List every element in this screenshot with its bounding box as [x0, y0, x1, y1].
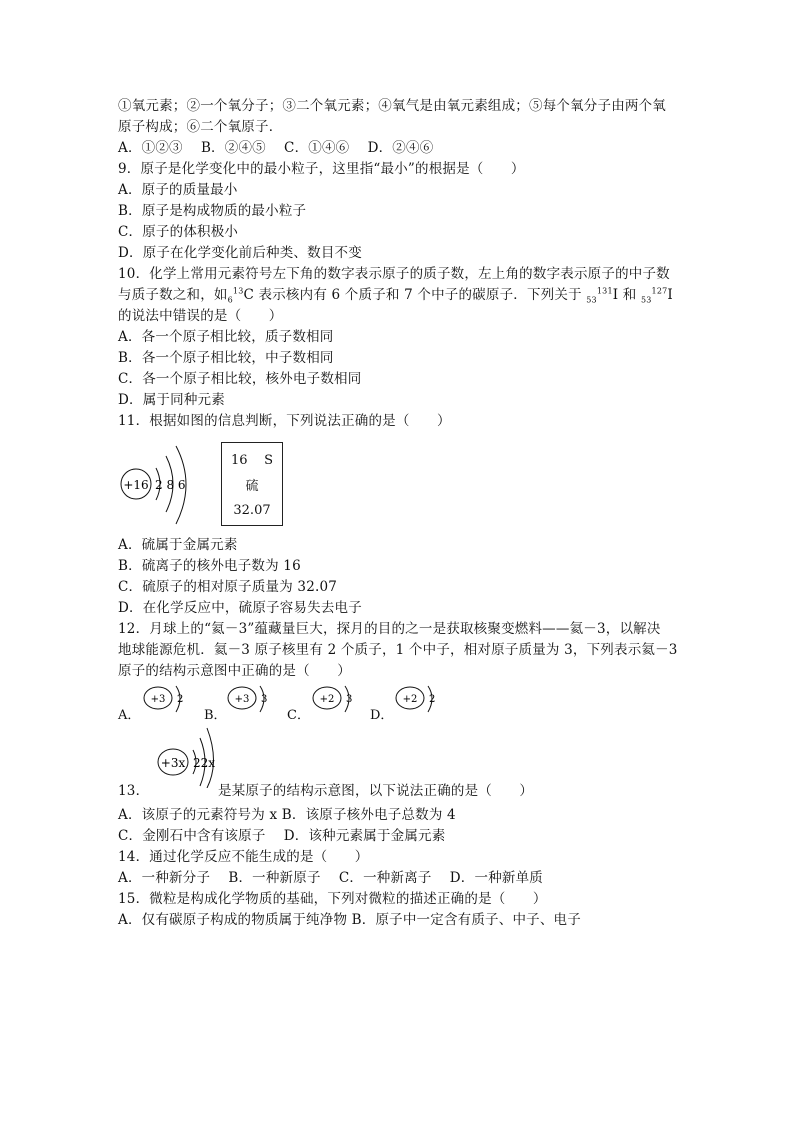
q15-stem: 15．微粒是构成化学物质的基础，下列对微粒的描述正确的是（ ）	[118, 891, 547, 907]
q9-stem: 9．原子是化学变化中的最小粒子，这里指“最小”的根据是（ ）	[118, 161, 525, 177]
q9-option-c: C．原子的体积极小	[118, 224, 239, 240]
element-mass: 32.07	[233, 503, 271, 518]
q11-stem: 11．根据如图的信息判断，下列说法正确的是（ ）	[118, 413, 451, 429]
element-number: 16	[231, 453, 248, 468]
element-symbol: S	[264, 453, 273, 468]
q13-options-ab: A．该原子的元素符号为 x B．该原子核外电子总数为 4	[118, 807, 456, 823]
sulfur-shell-label: 2 8 6	[155, 478, 186, 492]
q11-option-b: B．硫离子的核外电子数为 16	[118, 558, 301, 574]
q14-options: A．一种新分子 B．一种新原子 C．一种新离子 D．一种新单质	[118, 870, 543, 886]
q12-option-diagram-1	[142, 684, 190, 720]
q9-option-b: B．原子是构成物质的最小粒子	[118, 203, 307, 219]
q13-options-cd: C．金刚石中含有该原子 D．该种元素属于金属元素	[118, 828, 446, 844]
q10-option-d: D．属于同种元素	[118, 392, 225, 408]
q12-shell-label: 2	[429, 694, 436, 705]
q12-option-letter-1: A．	[118, 708, 141, 723]
q11-option-d: D．在化学反应中，硫原子容易失去电子	[118, 600, 362, 616]
q12-option-diagram-2	[226, 684, 274, 720]
q12-shell-label: 2	[177, 694, 184, 705]
sulfur-nucleus-label: +16	[123, 478, 149, 492]
q12-nucleus-label: +3	[234, 694, 250, 705]
q15-options-ab: A．仅有碳原子构成的物质属于纯净物 B．原子中一定含有质子、中子、电子	[118, 912, 581, 928]
q12-nucleus-label: +2	[402, 694, 418, 705]
q12-nucleus-label: +3	[150, 694, 166, 705]
q13-number: 13．	[118, 783, 150, 799]
q14-stem: 14．通过化学反应不能生成的是（ ）	[118, 849, 369, 865]
q10-option-b: B．各一个原子相比较，中子数相同	[118, 350, 334, 366]
q12-option-letter-3: C．	[287, 708, 310, 723]
q12-option-diagram-3	[311, 684, 359, 720]
sulfur-atom-diagram	[118, 440, 208, 530]
q9-option-d: D．原子在化学变化前后种类、数目不变	[118, 245, 362, 261]
q13-stem: 是某原子的结构示意图，以下说法正确的是（ ）	[218, 783, 534, 799]
q8-item-list-line1: ①氧元素；②一个氧分子；③二个氧元素；④氧气是由氧元素组成；⑤每个氧分子由两个氧	[118, 98, 666, 114]
q13-atom-diagram	[156, 726, 236, 788]
q10-option-c: C．各一个原子相比较，核外电子数相同	[118, 371, 362, 387]
sulfur-element-card	[221, 442, 283, 526]
element-name: 硫	[245, 479, 259, 494]
q13-nucleus-label: +3x	[160, 756, 186, 770]
q13-shell-label: 22x	[193, 756, 216, 770]
q12-stem-line3: 原子的结构示意图中正确的是（ ）	[118, 663, 351, 679]
q12-stem-line1: 12．月球上的“氦－3”蕴藏量巨大，探月的目的之一是获取核聚变燃料——氦－3，以解决	[118, 621, 661, 637]
q12-nucleus-label: +2	[319, 694, 335, 705]
q12-option-diagram-4	[394, 684, 442, 720]
q8-item-list-line2: 原子构成；⑥二个氧原子．	[118, 119, 283, 135]
q11-option-c: C．硫原子的相对原子质量为 32.07	[118, 579, 338, 595]
q10-stem-line2: 与质子数之和，如$_6^{13}$C 表示核内有 6 个质子和 7 个中子的碳原子．下列关于 $_{53}^{131}$I 和 $_{53}^{127}$I	[118, 286, 673, 305]
q12-shell-label: 3	[346, 694, 353, 705]
q9-option-a: A．原子的质量最小	[118, 182, 238, 198]
q12-shell-label: 3	[261, 694, 268, 705]
q10-stem-line3: 的说法中错误的是（ ）	[118, 308, 283, 324]
q12-option-letter-4: D．	[370, 708, 394, 723]
q12-option-letter-2: B．	[204, 708, 227, 723]
q12-stem-line2: 地球能源危机．氦－3 原子核里有 2 个质子，1 个中子，相对原子质量为 3，下列表示氦－3	[118, 642, 678, 658]
q11-option-a: A．硫属于金属元素	[118, 537, 238, 553]
q8-options: A．①②③ B．②④⑤ C．①④⑥ D．②④⑥	[118, 140, 434, 156]
q10-option-a: A．各一个原子相比较，质子数相同	[118, 329, 334, 345]
q10-stem-line1: 10．化学上常用元素符号左下角的数字表示原子的质子数，左上角的数字表示原子的中子数	[118, 266, 670, 282]
